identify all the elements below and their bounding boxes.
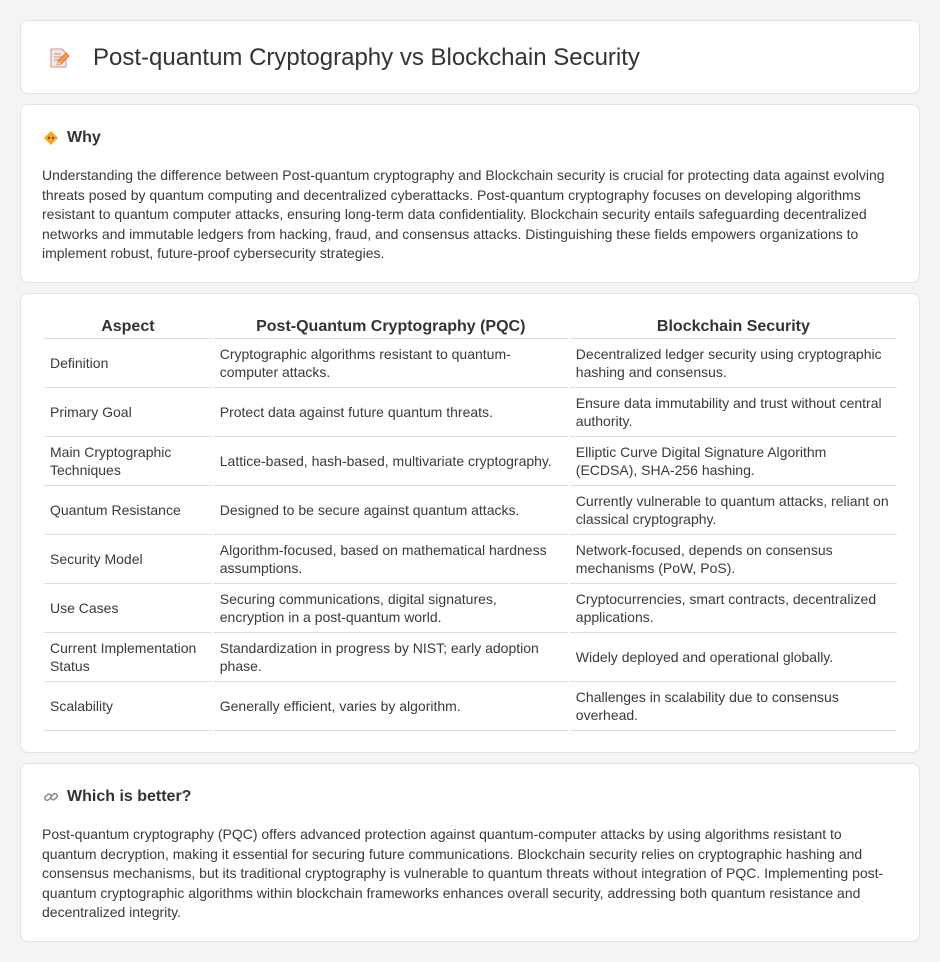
table-header-row: [44, 314, 897, 339]
pqc-cell: Lattice-based, hash-based, multivariate cryptography.: [214, 437, 568, 486]
blockchain-cell: Elliptic Curve Digital Signature Algorithm (ECDSA), SHA-256 hashing.: [570, 437, 897, 486]
pqc-cell: Protect data against future quantum threats.: [214, 388, 568, 437]
pqc-cell: Standardization in progress by NIST; early adoption phase.: [214, 633, 568, 682]
why-section: [20, 104, 920, 283]
better-heading: [43, 787, 191, 807]
table-row: [44, 339, 897, 388]
why-title: Why: [67, 129, 101, 146]
blockchain-cell: Network-focused, depends on consensus mechanisms (PoW, PoS).: [570, 535, 897, 584]
pqc-cell: Algorithm-focused, based on mathematical hardness assumptions.: [214, 535, 568, 584]
comparison-card: [20, 293, 920, 753]
table-row: [44, 535, 897, 584]
table-row: [44, 486, 897, 535]
table-row: [44, 388, 897, 437]
pqc-cell: Generally efficient, varies by algorithm.: [214, 682, 568, 731]
header-aspect: Aspect: [44, 314, 212, 339]
table-row: [44, 584, 897, 633]
blockchain-cell: Challenges in scalability due to consensus overhead.: [570, 682, 897, 731]
table-row: [44, 682, 897, 731]
pqc-cell: Securing communications, digital signatures, encryption in a post-quantum world.: [214, 584, 568, 633]
why-text: Understanding the difference between Post-quantum cryptography and Blockchain security is crucial for protecting data against evolving threats posed by quantum computing and decentralized cyberattacks. Post-quantum cryptography focuses on developing algorithms resistant to quantum computer attacks, ensuring long-term data confidentiality. Blockchain security entails safeguarding decentralized networks and immutable ledgers from hacking, fraud, and consensus attacks. Distinguishing these fields empowers organizations to implement robust, future-proof cybersecurity strategies.: [42, 167, 885, 261]
blockchain-cell: Currently vulnerable to quantum attacks, reliant on classical cryptography.: [570, 486, 897, 535]
page-title: Post-quantum Cryptography vs Blockchain Security: [93, 44, 640, 71]
aspect-cell: Main Cryptographic Techniques: [44, 437, 212, 486]
why-heading: [43, 128, 101, 148]
blockchain-cell: Cryptocurrencies, smart contracts, decentralized applications.: [570, 584, 897, 633]
aspect-cell: Definition: [44, 339, 212, 388]
blockchain-cell: Decentralized ledger security using cryptographic hashing and consensus.: [570, 339, 897, 388]
better-text: Post-quantum cryptography (PQC) offers advanced protection against quantum-computer attacks by using algorithms resistant to quantum decryption, making it essential for securing future communications. Blockchain security relies on cryptographic hashing and consensus mechanisms, but its traditional cryptography is vulnerable to quantum threats without integration of PQC. Implementing post-quantum cryptographic algorithms within blockchain frameworks enhances overall security, addressing both quantum resistance and decentralized integrity.: [42, 826, 884, 920]
pqc-cell: Cryptographic algorithms resistant to quantum-computer attacks.: [214, 339, 568, 388]
header-blockchain: Blockchain Security: [570, 314, 897, 339]
aspect-cell: Primary Goal: [44, 388, 212, 437]
blockchain-cell: Widely deployed and operational globally.: [570, 633, 897, 682]
table-row: [44, 633, 897, 682]
aspect-cell: Quantum Resistance: [44, 486, 212, 535]
blockchain-cell: Ensure data immutability and trust without central authority.: [570, 388, 897, 437]
edit-document-icon: [47, 46, 71, 70]
which-better-section: [20, 763, 920, 942]
header-pqc: Post-Quantum Cryptography (PQC): [214, 314, 568, 339]
pqc-cell: Designed to be secure against quantum attacks.: [214, 486, 568, 535]
link-icon: [43, 789, 59, 805]
header-card: [20, 20, 920, 94]
aspect-cell: Security Model: [44, 535, 212, 584]
warning-diamond-icon: [43, 130, 59, 146]
aspect-cell: Scalability: [44, 682, 212, 731]
aspect-cell: Use Cases: [44, 584, 212, 633]
aspect-cell: Current Implementation Status: [44, 633, 212, 682]
comparison-table: [42, 314, 899, 731]
better-title: Which is better?: [67, 788, 192, 805]
table-row: [44, 437, 897, 486]
